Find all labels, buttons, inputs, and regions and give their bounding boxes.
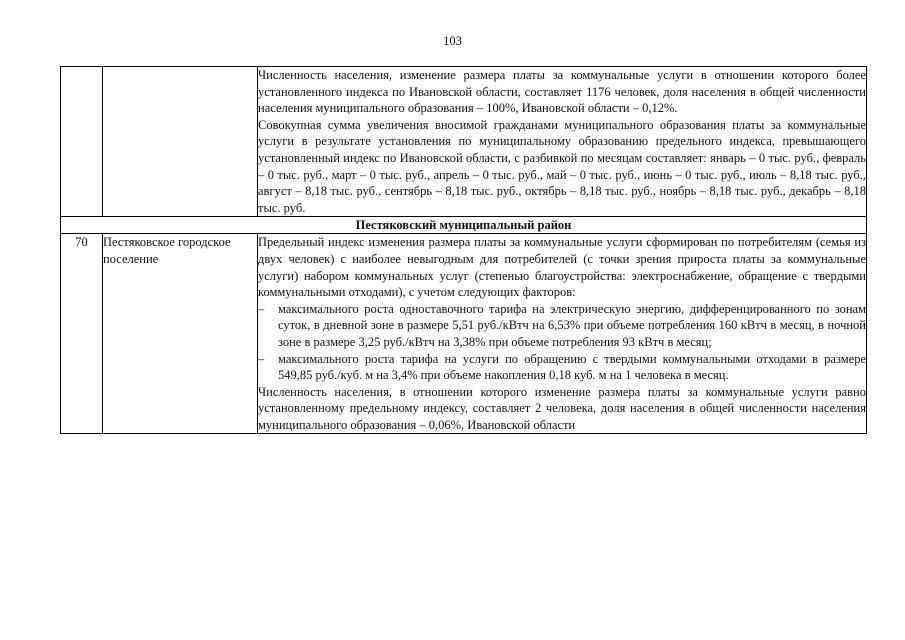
row-number-cell-empty	[61, 67, 103, 217]
description-cell	[258, 234, 867, 434]
dash-bullet: –	[258, 351, 265, 366]
population-outro-paragraph: Численность населения, в отношении которого изменение размера платы за коммунальные услуги равно установленному предельному индексу, составляет 2 человека, доля населения в общей численности населения муниципального образования – 0,06%, Ивановской области	[258, 384, 866, 432]
municipality-name: Пестяковское городское поселение	[103, 234, 258, 434]
factor-electricity: максимального роста одноставочного тарифа на электрическую энергию, дифференцированного по зонам суток, в дневной зоне в размере 5,51 руб./кВтч на 6,53% при объеме потребления 160 кВтч в месяц, в ночной зоне в размере 3,25 руб./кВтч на 3,38% при объеме потребления 93 кВтч в месяц;	[278, 301, 866, 349]
population-paragraph: Численность населения, изменение размера платы за коммунальные услуги в отношении которого более установленного индекса по Ивановской области, составляет 1176 человек, доля населения в общей численности населения муниципального образования – 100%, Ивановской области – 0,12%.	[258, 68, 866, 116]
table-row-section	[61, 217, 867, 234]
factor-waste: максимального роста тарифа на услуги по обращению с твердыми коммунальными отходами в размере 549,85 руб./куб. м на 3,4% при объеме накопления 0,18 куб. м на 1 человека в месяц.	[278, 351, 866, 383]
table-row-continuation	[61, 67, 867, 217]
municipal-index-table	[60, 66, 867, 434]
page-number: 103	[443, 34, 462, 48]
list-item	[258, 351, 866, 384]
section-title: Пестяковский муниципальный район	[61, 217, 867, 234]
row-number: 70	[61, 234, 103, 434]
municipality-name-cell-empty	[103, 67, 258, 217]
factors-list	[258, 301, 866, 384]
list-item	[258, 301, 866, 351]
dash-bullet: –	[258, 301, 265, 316]
description-cell	[258, 67, 867, 217]
index-intro-paragraph: Предельный индекс изменения размера платы за коммунальные услуги сформирован по потребителям (семья из двух человек) с наиболее невыгодным для потребителей (с точки зрения прироста платы за коммунальные услуги) набором коммунальных услуг (степенью благоустройства: электроснабжение, обращение с твердыми коммунальными отходами), с учетом следующих факторов:	[258, 235, 866, 300]
monthly-sum-paragraph: Совокупная сумма увеличения вносимой гражданами муниципального образования платы за коммунальные услуги в результате установления по муниципальному образованию предельного индекса, превышающего установленный индекс по Ивановской области, с разбивкой по месяцам составляет: январь – 0 тыс. руб., февраль – 0 тыс. руб., март – 0 тыс. руб., апрель – 0 тыс. руб., май – 0 тыс. руб., июнь – 0 тыс. руб., июль – 8,18 тыс. руб., август – 8,18 тыс. руб., сентябрь – 8,18 тыс. руб., октябрь – 8,18 тыс. руб., ноябрь – 8,18 тыс. руб., декабрь – 8,18 тыс. руб.	[258, 117, 866, 215]
table-row-entry	[61, 234, 867, 434]
